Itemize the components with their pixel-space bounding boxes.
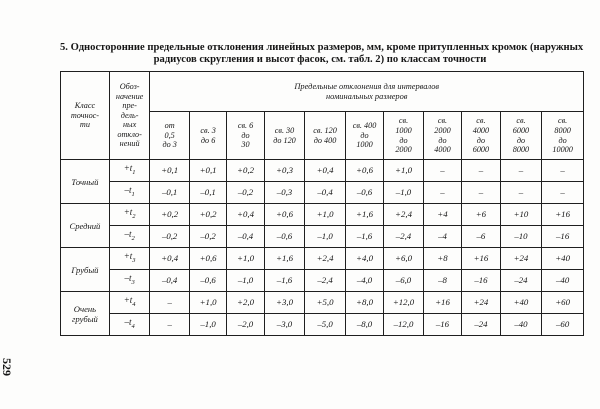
value-cell: +8,0 — [345, 292, 383, 314]
value-cell: –1,0 — [189, 314, 226, 336]
header-interval-9: св. 4000 до 6000 — [462, 112, 500, 160]
value-cell: –24 — [500, 270, 542, 292]
value-cell: –5,0 — [305, 314, 346, 336]
header-interval-2: св. 3 до 6 — [189, 112, 226, 160]
deviation-symbol-cell: $+t_4$ — [109, 292, 150, 314]
value-cell: –1,6 — [345, 226, 383, 248]
header-interval-group: Предельные отклонения для интервалов номинальных размеров — [150, 72, 584, 112]
value-cell: –12,0 — [384, 314, 424, 336]
value-cell: +0,2 — [189, 204, 226, 226]
table-row — [61, 160, 584, 182]
value-cell: – — [150, 292, 190, 314]
title-line-1: 5. Односторонние предельные отклонения линейных размеров, мм, кроме притупленных кромок (наружных — [60, 42, 584, 53]
class-name-cell: Точный — [61, 160, 110, 204]
value-cell: –0,2 — [227, 182, 264, 204]
page-number: 529 — [0, 358, 14, 376]
table-row — [61, 292, 584, 314]
value-cell: –2,4 — [384, 226, 424, 248]
value-cell: +6,0 — [384, 248, 424, 270]
value-cell: +24 — [462, 292, 500, 314]
value-cell: –0,4 — [150, 270, 190, 292]
value-cell: –6,0 — [384, 270, 424, 292]
value-cell: +4 — [423, 204, 461, 226]
value-cell: +0,4 — [150, 248, 190, 270]
value-cell: – — [500, 182, 542, 204]
class-name-cell: Средний — [61, 204, 110, 248]
value-cell: –40 — [500, 314, 542, 336]
tolerance-table — [60, 71, 584, 336]
header-interval-5: св. 120 до 400 — [305, 112, 346, 160]
value-cell: +1,0 — [189, 292, 226, 314]
value-cell: +2,4 — [305, 248, 346, 270]
value-cell: –60 — [542, 314, 584, 336]
value-cell: –16 — [423, 314, 461, 336]
value-cell: – — [423, 182, 461, 204]
title-line-2: радиусов скругления и высот фасок, см. табл. 2) по классам точности — [153, 54, 487, 65]
value-cell: –8,0 — [345, 314, 383, 336]
value-cell: +60 — [542, 292, 584, 314]
value-cell: –1,0 — [227, 270, 264, 292]
value-cell: +0,4 — [305, 160, 346, 182]
table-row — [61, 270, 584, 292]
class-name-cell: Очень грубый — [61, 292, 110, 336]
value-cell: –0,2 — [150, 226, 190, 248]
table-row — [61, 182, 584, 204]
value-cell: +40 — [500, 292, 542, 314]
deviation-symbol-cell: $-t_3$ — [109, 270, 150, 292]
value-cell: – — [542, 182, 584, 204]
value-cell: – — [462, 160, 500, 182]
value-cell: –0,1 — [150, 182, 190, 204]
value-cell: +0,6 — [345, 160, 383, 182]
header-interval-1: от 0,5 до 3 — [150, 112, 190, 160]
value-cell: –6 — [462, 226, 500, 248]
value-cell: +0,4 — [227, 204, 264, 226]
value-cell: –0,6 — [189, 270, 226, 292]
deviation-symbol-cell: $-t_1$ — [109, 182, 150, 204]
value-cell: –1,6 — [264, 270, 305, 292]
value-cell: +8 — [423, 248, 461, 270]
value-cell: +3,0 — [264, 292, 305, 314]
value-cell: –0,3 — [264, 182, 305, 204]
value-cell: +16 — [462, 248, 500, 270]
header-interval-6: св. 400 до 1000 — [345, 112, 383, 160]
value-cell: –40 — [542, 270, 584, 292]
value-cell: –0,4 — [227, 226, 264, 248]
value-cell: +2,0 — [227, 292, 264, 314]
value-cell: –4 — [423, 226, 461, 248]
deviation-symbol-cell: $+t_3$ — [109, 248, 150, 270]
value-cell: +0,2 — [150, 204, 190, 226]
value-cell: +0,6 — [264, 204, 305, 226]
value-cell: –4,0 — [345, 270, 383, 292]
value-cell: –3,0 — [264, 314, 305, 336]
value-cell: +1,6 — [264, 248, 305, 270]
deviation-symbol-cell: $+t_1$ — [109, 160, 150, 182]
value-cell: –2,0 — [227, 314, 264, 336]
value-cell: +10 — [500, 204, 542, 226]
header-interval-4: св. 30 до 120 — [264, 112, 305, 160]
header-class: Класс точнос- ти — [61, 72, 110, 160]
table-title — [60, 42, 584, 66]
value-cell: +1,0 — [384, 160, 424, 182]
value-cell: – — [500, 160, 542, 182]
header-interval-11: св. 8000 до 10000 — [542, 112, 584, 160]
value-cell: +6 — [462, 204, 500, 226]
value-cell: +1,0 — [305, 204, 346, 226]
value-cell: +0,1 — [189, 160, 226, 182]
value-cell: +16 — [423, 292, 461, 314]
table-row — [61, 248, 584, 270]
header-interval-10: св. 6000 до 8000 — [500, 112, 542, 160]
value-cell: +5,0 — [305, 292, 346, 314]
table-row — [61, 314, 584, 336]
value-cell: –0,4 — [305, 182, 346, 204]
value-cell: –0,1 — [189, 182, 226, 204]
value-cell: +0,1 — [150, 160, 190, 182]
class-name-cell: Грубый — [61, 248, 110, 292]
header-interval-8: св. 2000 до 4000 — [423, 112, 461, 160]
value-cell: –24 — [462, 314, 500, 336]
value-cell: +16 — [542, 204, 584, 226]
value-cell: +2,4 — [384, 204, 424, 226]
deviation-symbol-cell: $-t_2$ — [109, 226, 150, 248]
value-cell: –16 — [542, 226, 584, 248]
table-row — [61, 226, 584, 248]
value-cell: +0,2 — [227, 160, 264, 182]
header-symbol: Обоз- начение пре- дель- ных откло- нений — [109, 72, 150, 160]
value-cell: –0,2 — [189, 226, 226, 248]
value-cell: –0,6 — [264, 226, 305, 248]
value-cell: – — [423, 160, 461, 182]
table-row — [61, 204, 584, 226]
header-interval-3: св. 6 до 30 — [227, 112, 264, 160]
value-cell: +1,6 — [345, 204, 383, 226]
value-cell: –0,6 — [345, 182, 383, 204]
value-cell: – — [150, 314, 190, 336]
value-cell: –2,4 — [305, 270, 346, 292]
value-cell: +40 — [542, 248, 584, 270]
value-cell: – — [462, 182, 500, 204]
value-cell: –16 — [462, 270, 500, 292]
value-cell: –10 — [500, 226, 542, 248]
value-cell: +1,0 — [227, 248, 264, 270]
value-cell: +0,6 — [189, 248, 226, 270]
deviation-symbol-cell: $+t_2$ — [109, 204, 150, 226]
value-cell: +0,3 — [264, 160, 305, 182]
value-cell: +24 — [500, 248, 542, 270]
value-cell: – — [542, 160, 584, 182]
deviation-symbol-cell: $-t_4$ — [109, 314, 150, 336]
header-interval-7: св. 1000 до 2000 — [384, 112, 424, 160]
value-cell: +12,0 — [384, 292, 424, 314]
value-cell: +4,0 — [345, 248, 383, 270]
value-cell: –1,0 — [305, 226, 346, 248]
value-cell: –1,0 — [384, 182, 424, 204]
value-cell: –8 — [423, 270, 461, 292]
